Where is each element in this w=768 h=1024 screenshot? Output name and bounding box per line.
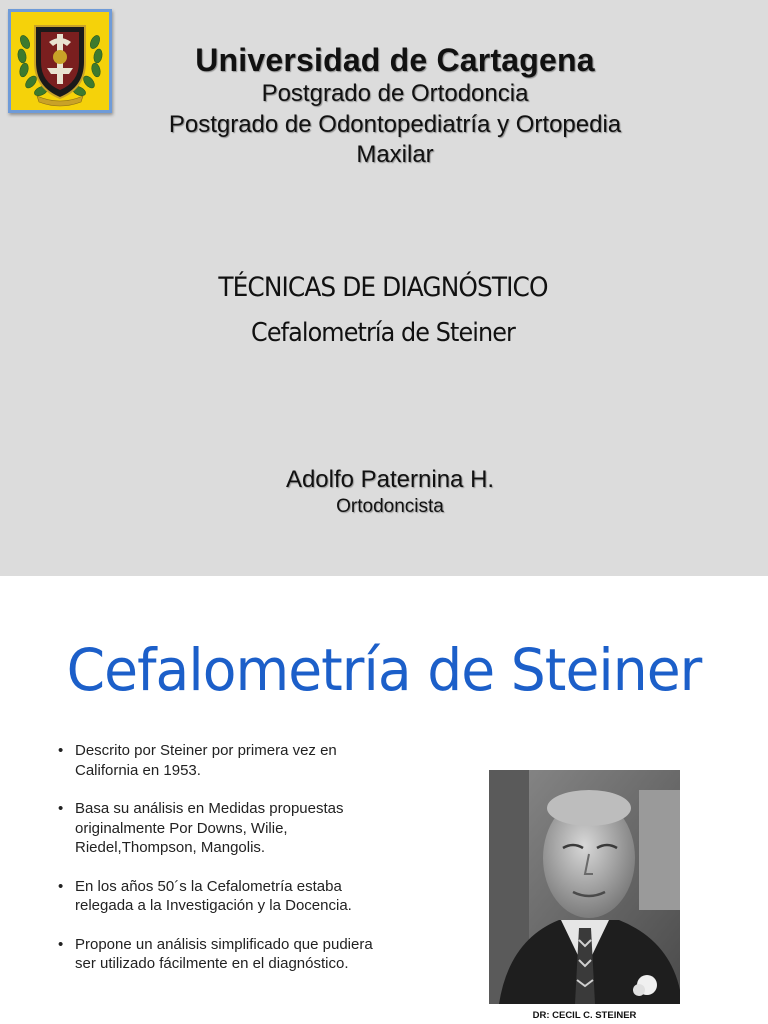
photo-caption: DR: CECIL C. STEINER — [532, 1010, 637, 1021]
bullet-icon: • — [58, 935, 64, 953]
topic-title: Cefalometría de Steiner — [251, 318, 515, 348]
bullet-icon: • — [58, 742, 64, 759]
list-item: • Propone un análisis simplificado que pudiera ser utilizado fácilmente en el diagnóstico. — [58, 935, 373, 972]
section-title: TÉCNICAS DE DIAGNÓSTICO — [218, 272, 548, 303]
program-orthodontics: Postgrado de Ortodoncia — [261, 80, 529, 107]
program-pediatric-line1: Postgrado de Odontopediatría y Ortopedia — [168, 111, 622, 138]
program-pediatric — [120, 110, 670, 170]
list-item: • En los años 50´s la Cefalometría estaba relegada a la Investigación y la Docencia. — [58, 877, 352, 914]
university-crest-icon — [8, 9, 112, 113]
author-role: Ortodoncista — [336, 496, 444, 517]
bullet-list — [58, 741, 378, 993]
bullet-icon: • — [58, 800, 64, 817]
program-pediatric-line2: Maxilar — [356, 141, 434, 168]
portrait-photo — [489, 770, 680, 1004]
author-name: Adolfo Paternina H. — [285, 466, 495, 493]
list-item: • Basa su análisis en Medidas propuestas originalmente Por Downs, Wilie, Riedel,Thompson, Mangolis. — [58, 800, 344, 856]
list-item: • Descrito por Steiner por primera vez en California en 1953. — [58, 742, 337, 779]
university-name: Universidad de Cartagena — [195, 42, 595, 78]
slide-title: Cefalometría de Steiner — [66, 636, 702, 704]
bullet-icon: • — [58, 877, 64, 895]
